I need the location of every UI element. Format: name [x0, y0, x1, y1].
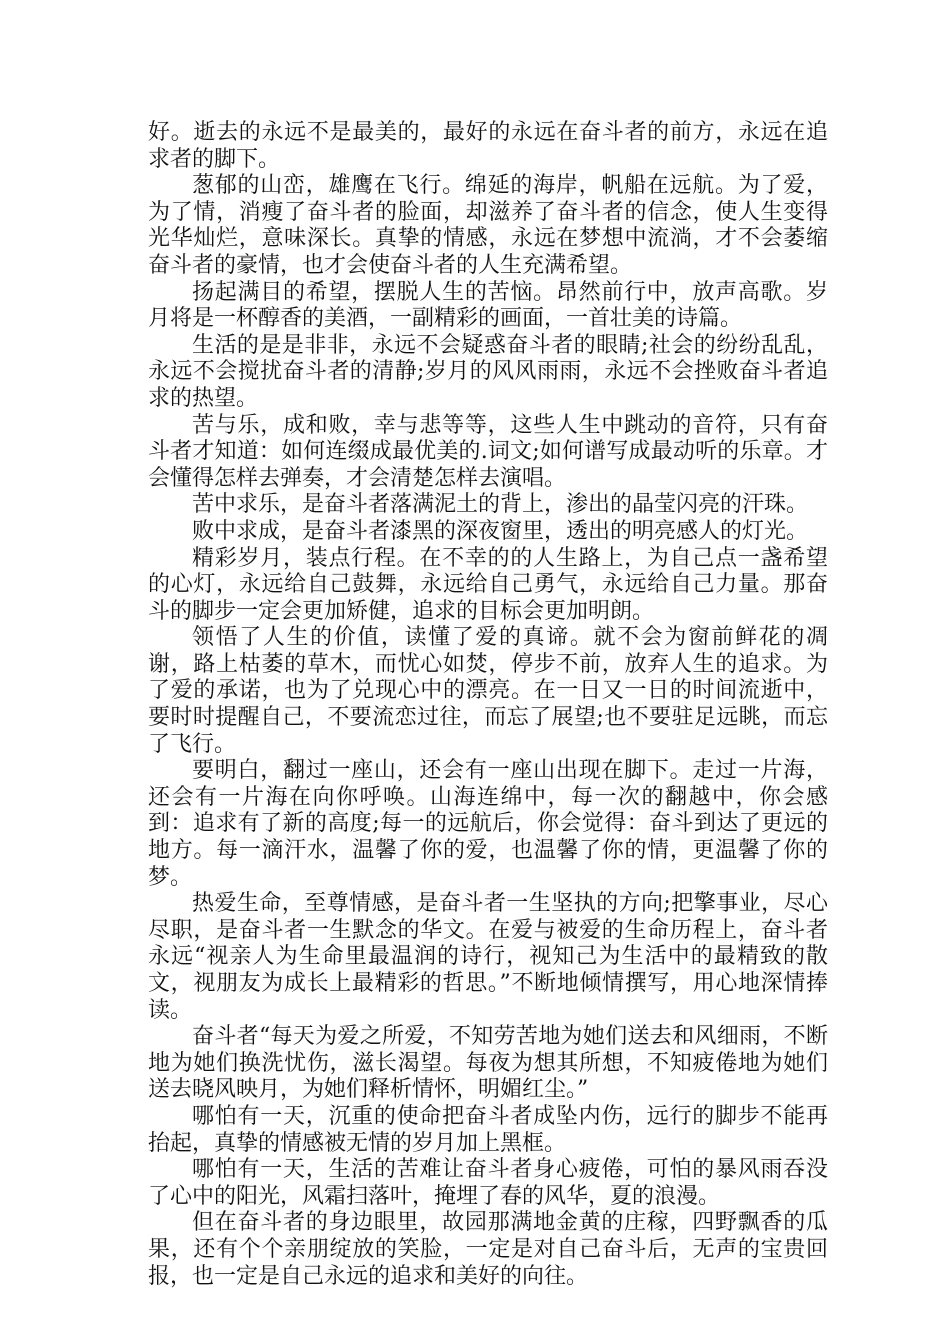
paragraph-7: 败中求成，是奋斗者漆黑的深夜窗里，透出的明亮感人的灯光。 [192, 518, 809, 544]
paragraph-3: 扬起满目的希望，摆脱人生的苦恼。昂然前行中，放声高歌。岁月将是一杯醇香的美酒，一副精彩的画面，一首壮美的诗篇。 [148, 279, 828, 332]
paragraph-2: 葱郁的山峦，雄鹰在飞行。绵延的海岸，帆船在远航。为了爱，为了情，消瘦了奋斗者的脸面，却滋养了奋斗者的信念，使人生变得光华灿烂，意味深长。真挚的情感，永远在梦想中流淌，才不会萎缩奋斗者的豪情，也才会使奋斗者的人生充满希望。 [148, 173, 828, 278]
paragraph-15: 但在奋斗者的身边眼里，故园那满地金黄的庄稼，四野飘香的瓜果，还有个个亲朋绽放的笑脸，一定是对自己奋斗后，无声的宝贵回报，也一定是自己永远的追求和美好的向往。 [148, 1210, 828, 1289]
paragraph-12: 奋斗者“每天为爱之所爱，不知劳苦地为她们送去和风细雨，不断地为她们换洗忧伤，滋长渴望。每夜为想其所想，不知疲倦地为她们送去晓风映月，为她们释析情怀，明媚红尘。” [148, 1024, 828, 1103]
paragraph-8: 精彩岁月，装点行程。在不幸的的人生路上，为自己点一盏希望的心灯，永远给自己鼓舞，永远给自己勇气，永远给自己力量。那奋斗的脚步一定会更加矫健，追求的目标会更加明朗。 [148, 545, 828, 624]
paragraph-5: 苦与乐，成和败，幸与悲等等，这些人生中跳动的音符，只有奋斗者才知道：如何连缀成最优美的.词文;如何谱写成最动听的乐章。才会懂得怎样去弹奏，才会清楚怎样去演唱。 [148, 412, 828, 491]
paragraph-10: 要明白，翻过一座山，还会有一座山出现在脚下。走过一片海，还会有一片海在向你呼唤。山海连绵中，每一次的翻越中，你会感到：追求有了新的高度;每一的远航后，你会觉得：奋斗到达了更远的地方。每一滴汗水，温馨了你的爱，也温馨了你的情，更温馨了你的梦。 [148, 758, 828, 890]
paragraph-11: 热爱生命，至尊情感，是奋斗者一生坚执的方向;把擎事业，尽心尽职，是奋斗者一生默念的华文。在爱与被爱的生命历程上，奋斗者永远“视亲人为生命里最温润的诗行，视知己为生活中的最精致的散文，视朋友为成长上最精彩的哲思。”不断地倾情撰写，用心地深情捧读。 [148, 891, 828, 1023]
paragraph-9: 领悟了人生的价值，读懂了爱的真谛。就不会为窗前鲜花的凋谢，路上枯萎的草木，而忧心如焚，停步不前，放弃人生的追求。为了爱的承诺，也为了兑现心中的漂亮。在一日又一日的时间流逝中，要时时提醒自己，不要流恋过往，而忘了展望;也不要驻足远眺，而忘了飞行。 [148, 625, 828, 757]
paragraph-6: 苦中求乐，是奋斗者落满泥土的背上，渗出的晶莹闪亮的汗珠。 [192, 492, 809, 518]
document-body [148, 120, 828, 1290]
paragraph-1: 好。逝去的永远不是最美的，最好的永远在奋斗者的前方，永远在追求者的脚下。 [148, 120, 828, 172]
paragraph-4: 生活的是是非非，永远不会疑惑奋斗者的眼睛;社会的纷纷乱乱，永远不会搅扰奋斗者的清静;岁月的风风雨雨，永远不会挫败奋斗者追求的热望。 [148, 332, 828, 411]
paragraph-14: 哪怕有一天，生活的苦难让奋斗者身心疲倦，可怕的暴风雨吞没了心中的阳光，风霜扫落叶，掩埋了春的风华，夏的浪漫。 [148, 1157, 828, 1209]
paragraph-13: 哪怕有一天，沉重的使命把奋斗者成坠内伤，远行的脚步不能再抬起，真挚的情感被无情的岁月加上黑框。 [148, 1103, 828, 1156]
